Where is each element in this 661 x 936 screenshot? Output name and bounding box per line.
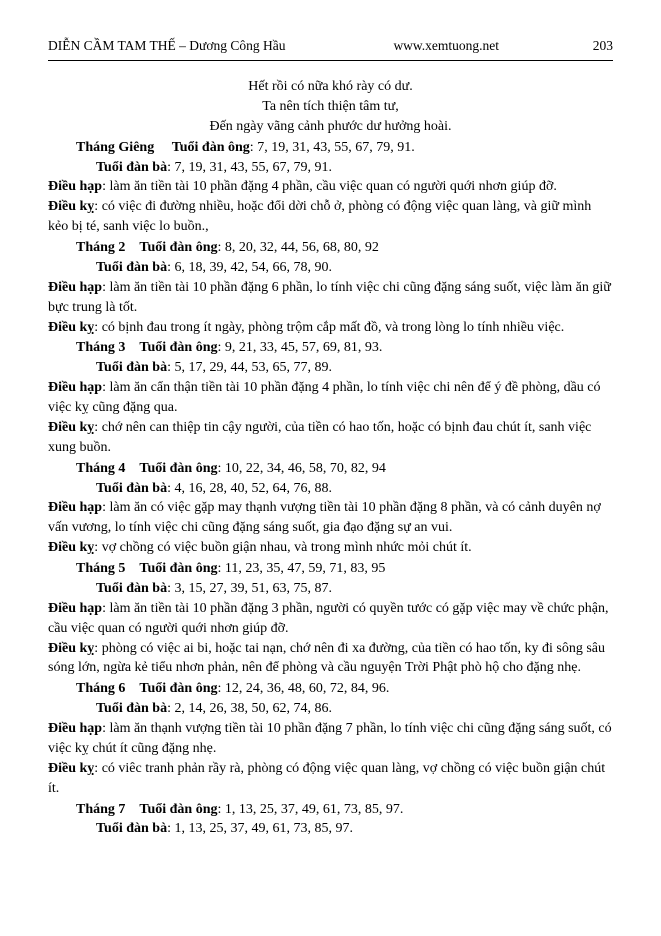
unlucky-line: Điều kỵ: có bịnh đau trong ít ngày, phòng trộm cắp mất đồ, và trong lòng lo tính nhiều việc. — [48, 319, 565, 335]
month-heading: Tháng Giêng Tuổi đàn ông: 7, 19, 31, 43, 55, 67, 79, 91. — [76, 139, 415, 155]
male-age-values: 8, 20, 32, 44, 56, 68, 80, 92 — [224, 240, 379, 255]
female-age-line: Tuổi đàn bà: 7, 19, 31, 43, 55, 67, 79, 91. — [96, 159, 332, 175]
unlucky-label: Điều kỵ — [48, 419, 95, 435]
month-name: Tháng 5 — [76, 561, 126, 576]
page-number: 203 — [592, 38, 613, 53]
male-age-label: Tuổi đàn ông — [139, 681, 218, 697]
female-age-line: Tuổi đàn bà: 2, 14, 26, 38, 50, 62, 74, 86. — [96, 701, 332, 717]
lucky-line: Điều hạp: làm ăn thạnh vượng tiền tài 10 phần đặng 7 phần, lo tính việc chi cũng đặng sáng suốt, có việc kỵ chút ít cũng đặng nhẹ. — [48, 721, 612, 756]
female-age-values: 1, 13, 25, 37, 49, 61, 73, 85, 97. — [174, 821, 353, 837]
lucky-label: Điều hạp — [48, 500, 103, 516]
month-name: Tháng 7 — [76, 801, 126, 817]
month-heading: Tháng 6 Tuổi đàn ông: 12, 24, 36, 48, 60, 72, 84, 96. — [76, 681, 390, 697]
unlucky-label: Điều kỵ — [48, 319, 95, 335]
female-age-values: 2, 14, 26, 38, 50, 62, 74, 86. — [174, 701, 332, 717]
male-age-values: 10, 22, 34, 46, 58, 70, 82, 94 — [224, 460, 386, 476]
unlucky-text: chớ nên can thiệp tin cậy người, của tiền có hao tốn, hoặc có bịnh đau chút ít, sanh việc xung buồn. — [48, 419, 592, 455]
female-age-label: Tuổi đàn bà — [96, 159, 168, 175]
header-website: www.xemtuong.net — [393, 38, 500, 53]
lucky-text: làm ăn thạnh vượng tiền tài 10 phần đặng 7 phần, lo tính việc chi cũng đặng sáng suốt, có việc kỵ chút ít cũng đặng nhẹ. — [48, 721, 612, 756]
unlucky-label: Điều kỵ — [48, 760, 95, 776]
lucky-label: Điều hạp — [48, 279, 103, 295]
male-age-label: Tuổi đàn ông — [139, 460, 218, 476]
month-heading: Tháng 5 Tuổi đàn ông: 11, 23, 35, 47, 59, 71, 83, 95 — [76, 561, 386, 576]
month-name: Tháng 3 — [76, 340, 126, 356]
month-name: Tháng Giêng — [76, 139, 155, 155]
page-header — [48, 38, 613, 61]
verse-line-1: Hết rồi có nữa khó rày có dư. — [248, 79, 413, 94]
unlucky-label: Điều kỵ — [48, 540, 95, 556]
unlucky-label: Điều kỵ — [48, 199, 95, 215]
male-age-label: Tuổi đàn ông — [139, 340, 218, 356]
male-age-values: 11, 23, 35, 47, 59, 71, 83, 95 — [224, 561, 386, 576]
male-age-label: Tuổi đàn ông — [139, 801, 218, 817]
unlucky-text: vợ chồng có việc buồn giận nhau, và trong mình nhức mỏi chút ít. — [101, 540, 472, 556]
female-age-label: Tuổi đàn bà — [96, 821, 168, 837]
female-age-values: 3, 15, 27, 39, 51, 63, 75, 87. — [174, 580, 332, 596]
lucky-line: Điều hạp: làm ăn tiền tài 10 phần đặng 4 phần, cầu việc quan có người quới nhơn giúp đỡ. — [48, 179, 557, 195]
female-age-label: Tuổi đàn bà — [96, 259, 168, 275]
female-age-line: Tuổi đàn bà: 1, 13, 25, 37, 49, 61, 73, 85, 97. — [96, 821, 353, 837]
female-age-label: Tuổi đàn bà — [96, 701, 168, 717]
lucky-label: Điều hạp — [48, 179, 103, 195]
lucky-label: Điều hạp — [48, 721, 103, 736]
male-age-values: 1, 13, 25, 37, 49, 61, 73, 85, 97. — [224, 801, 404, 817]
lucky-text: làm ăn tiền tài 10 phần đặng 3 phần, người có quyền tước có gặp việc may về chức phận, cầu việc quan có người quới nhơn giúp đỡ. — [48, 600, 609, 636]
unlucky-text: có viêc tranh phản rầy rà, phòng có động việc quan làng, vợ chồng có việc buồn giận chút ít. — [48, 760, 606, 796]
unlucky-line: Điều kỵ: có việc đi đường nhiều, hoặc đổi dời chỗ ở, phòng có động việc quan làng, và giữ mình kẻo bị té, sanh việc lo buồn., — [48, 199, 592, 235]
unlucky-line: Điều kỵ: vợ chồng có việc buồn giận nhau, và trong mình nhức mỏi chút ít. — [48, 540, 472, 556]
female-age-line: Tuổi đàn bà: 5, 17, 29, 44, 53, 65, 77, 89. — [96, 360, 332, 376]
header-book-title: DIỄN CẦM TAM THẾ – Dương Công Hầu — [48, 38, 286, 53]
verse-line-2: Ta nên tích thiện tâm tư, — [262, 98, 399, 114]
male-age-values: 12, 24, 36, 48, 60, 72, 84, 96. — [224, 681, 390, 697]
female-age-values: 4, 16, 28, 40, 52, 64, 76, 88. — [174, 480, 332, 496]
lucky-line: Điều hạp: làm ăn tiền tài 10 phần đặng 3 phần, người có quyền tước có gặp việc may về chức phận, cầu việc quan có người quới nhơn giúp đỡ. — [48, 600, 609, 636]
lucky-label: Điều hạp — [48, 600, 103, 616]
month-heading: Tháng 3 Tuổi đàn ông: 9, 21, 33, 45, 57, 69, 81, 93. — [76, 340, 383, 356]
lucky-text: làm ăn có việc gặp may thạnh vượng tiền tài 10 phần đặng 8 phần, và có cảnh duyên nợ vấn vương, lo tính việc chi cũng đặng sáng suốt, gia đạo đặng sự an vui. — [48, 500, 601, 536]
unlucky-line: Điều kỵ: phòng có việc ai bi, hoặc tai nạn, chớ nên đi xa đường, của tiền có hao tốn, ky đi sông sâu sóng lớn, ngừa kẻ tiểu nhơn phản, nên để phòng và cầu nguyện Trời Phật phò hộ cho đặng nhẹ. — [48, 640, 606, 676]
female-age-line: Tuổi đàn bà: 3, 15, 27, 39, 51, 63, 75, 87. — [96, 580, 332, 596]
unlucky-line: Điều kỵ: chớ nên can thiệp tin cậy người, của tiền có hao tốn, hoặc có bịnh đau chút ít, sanh việc xung buồn. — [48, 419, 592, 455]
female-age-values: 5, 17, 29, 44, 53, 65, 77, 89. — [174, 360, 332, 376]
female-age-label: Tuổi đàn bà — [96, 360, 168, 376]
male-age-label: Tuổi đàn ông — [171, 139, 250, 155]
unlucky-text: có bịnh đau trong ít ngày, phòng trộm cắp mất đồ, và trong lòng lo tính nhiều việc. — [101, 319, 565, 335]
female-age-label: Tuổi đàn bà — [96, 580, 168, 596]
female-age-values: 6, 18, 39, 42, 54, 66, 78, 90. — [174, 259, 332, 275]
month-heading: Tháng 7 Tuổi đàn ông: 1, 13, 25, 37, 49, 61, 73, 85, 97. — [76, 801, 404, 817]
lucky-text: làm ăn tiền tài 10 phần đặng 6 phần, lo tính việc chi cũng đặng sáng suốt, việc làm ăn giữ bực trung là tốt. — [48, 279, 611, 315]
month-name: Tháng 6 — [76, 681, 126, 697]
unlucky-text: phòng có việc ai bi, hoặc tai nạn, chớ nên đi xa đường, của tiền có hao tốn, ky đi sông sâu sóng lớn, ngừa kẻ tiểu nhơn phản, nên để phòng và cầu nguyện Trời Phật phò hộ cho đặng nhẹ. — [48, 640, 606, 676]
male-age-values: 9, 21, 33, 45, 57, 69, 81, 93. — [224, 340, 383, 356]
month-heading: Tháng 2 Tuổi đàn ông: 8, 20, 32, 44, 56, 68, 80, 92 — [76, 240, 379, 255]
female-age-line: Tuổi đàn bà: 6, 18, 39, 42, 54, 66, 78, 90. — [96, 259, 332, 275]
month-name: Tháng 2 — [76, 240, 126, 255]
lucky-line: Điều hạp: làm ăn tiền tài 10 phần đặng 6 phần, lo tính việc chi cũng đặng sáng suốt, việc làm ăn giữ bực trung là tốt. — [48, 279, 611, 315]
lucky-line: Điều hạp: làm ăn có việc gặp may thạnh vượng tiền tài 10 phần đặng 8 phần, và có cảnh duyên nợ vấn vương, lo tính việc chi cũng đặng sáng suốt, gia đạo đặng sự an vui. — [48, 500, 601, 536]
unlucky-text: có việc đi đường nhiều, hoặc đổi dời chỗ ở, phòng có động việc quan làng, và giữ mình kẻo bị té, sanh việc lo buồn., — [48, 199, 592, 235]
lucky-text: làm ăn cẩn thận tiền tài 10 phần đặng 4 phần, lo tính việc chi nên để ý đề phòng, dầu có việc kỵ cũng đặng qua. — [48, 380, 601, 415]
female-age-label: Tuổi đàn bà — [96, 480, 168, 496]
month-name: Tháng 4 — [76, 460, 126, 476]
male-age-values: 7, 19, 31, 43, 55, 67, 79, 91. — [257, 139, 415, 155]
male-age-label: Tuổi đàn ông — [139, 561, 218, 576]
lucky-line: Điều hạp: làm ăn cẩn thận tiền tài 10 phần đặng 4 phần, lo tính việc chi nên để ý đề phòng, dầu có việc kỵ cũng đặng qua. — [48, 380, 601, 415]
lucky-text: làm ăn tiền tài 10 phần đặng 4 phần, cầu việc quan có người quới nhơn giúp đỡ. — [109, 179, 557, 195]
lucky-label: Điều hạp — [48, 380, 103, 396]
female-age-values: 7, 19, 31, 43, 55, 67, 79, 91. — [174, 159, 332, 175]
month-heading: Tháng 4 Tuổi đàn ông: 10, 22, 34, 46, 58, 70, 82, 94 — [76, 460, 386, 476]
female-age-line: Tuổi đàn bà: 4, 16, 28, 40, 52, 64, 76, 88. — [96, 480, 332, 496]
unlucky-label: Điều kỵ — [48, 640, 95, 656]
verse-line-3: Đến ngày vãng cảnh phước dư hưởng hoài. — [209, 118, 452, 134]
unlucky-line: Điều kỵ: có viêc tranh phản rầy rà, phòng có động việc quan làng, vợ chồng có việc buồn giận chút ít. — [48, 760, 606, 796]
male-age-label: Tuổi đàn ông — [139, 240, 218, 255]
